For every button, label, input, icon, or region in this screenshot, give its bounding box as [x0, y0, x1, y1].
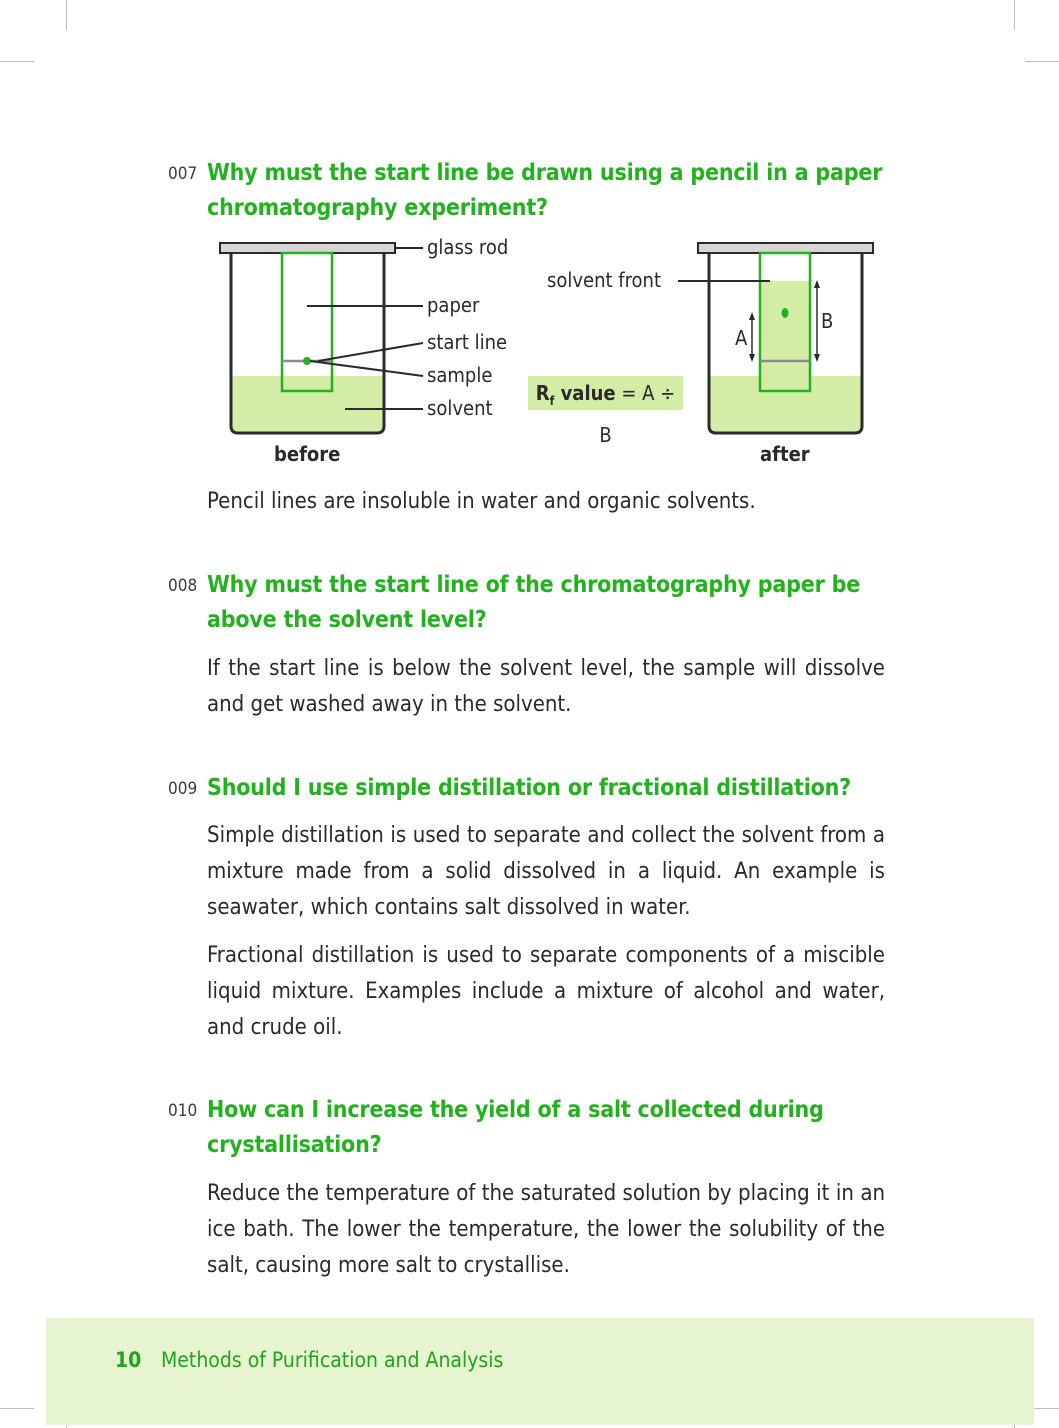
label-b: B — [821, 309, 834, 333]
question-number: 010 — [168, 1101, 198, 1121]
crop-mark — [0, 1408, 34, 1409]
arrowhead — [749, 312, 755, 320]
rf-value-formula — [528, 376, 683, 447]
label-before: before — [274, 442, 341, 466]
question-number: 009 — [168, 779, 198, 799]
crop-mark — [66, 0, 67, 30]
page-footer — [46, 1318, 1034, 1425]
rf-symbol: R — [535, 381, 550, 405]
label-glass-rod: glass rod — [427, 235, 509, 259]
question-number: 008 — [168, 576, 198, 596]
answer-paragraph: Pencil lines are insoluble in water and organic solvents. — [207, 489, 756, 514]
chapter-title: Methods of Purification and Analysis — [161, 1348, 504, 1372]
arrowhead — [749, 354, 755, 362]
rf-equation: = A ÷ B — [599, 381, 676, 447]
answer-paragraph: Simple distillation is used to separate and collect the solvent from a mixture made from a solid dissolved in a liquid. An example is seawater, which contains salt dissolved in water. — [207, 823, 885, 920]
rf-label: value — [554, 381, 616, 405]
rf-subscript: f — [549, 394, 555, 408]
question-heading: Why must the start line of the chromatography paper be above the solvent level? — [207, 572, 861, 633]
page-number: 10 — [115, 1348, 142, 1372]
label-after: after — [760, 442, 810, 466]
label-start-line: start line — [427, 330, 508, 354]
paper-strip-before — [282, 253, 332, 391]
arrowhead — [814, 280, 820, 288]
question-number: 007 — [168, 164, 198, 184]
arrowhead — [814, 354, 820, 362]
glass-rod-after — [698, 243, 873, 253]
label-a: A — [735, 326, 748, 350]
question-heading: How can I increase the yield of a salt collected during crystallisation? — [207, 1097, 824, 1158]
label-solvent-front: solvent front — [547, 268, 662, 292]
diagram-graphics — [0, 230, 1059, 480]
solvent-front-paper — [760, 281, 810, 391]
sample-spot-after — [782, 308, 789, 318]
crop-mark — [0, 61, 34, 62]
crop-mark — [1014, 0, 1015, 30]
answer-paragraph: If the start line is below the solvent level, the sample will dissolve and get washed away in the solvent. — [207, 656, 885, 717]
label-solvent: solvent — [427, 396, 493, 420]
leader-start-line — [318, 343, 423, 361]
sample-spot-before — [303, 357, 311, 365]
solvent-fill — [231, 376, 384, 432]
answer-paragraph: Reduce the temperature of the saturated solution by placing it in an ice bath. The lower the temperature, the lower the solubility of the salt, causing more salt to crystallise. — [207, 1181, 885, 1278]
crop-mark — [1025, 61, 1059, 62]
question-heading: Should I use simple distillation or fractional distillation? — [207, 775, 851, 801]
chromatography-diagram — [0, 230, 1059, 480]
label-paper: paper — [427, 293, 480, 317]
label-sample: sample — [427, 363, 493, 387]
question-heading: Why must the start line be drawn using a pencil in a paper chromatography experiment? — [207, 160, 883, 221]
answer-paragraph: Fractional distillation is used to separate components of a miscible liquid mixture. Examples include a mixture of alcohol and water, and crude oil. — [207, 943, 885, 1040]
leader-sample — [310, 361, 423, 376]
glass-rod-before — [220, 243, 395, 253]
